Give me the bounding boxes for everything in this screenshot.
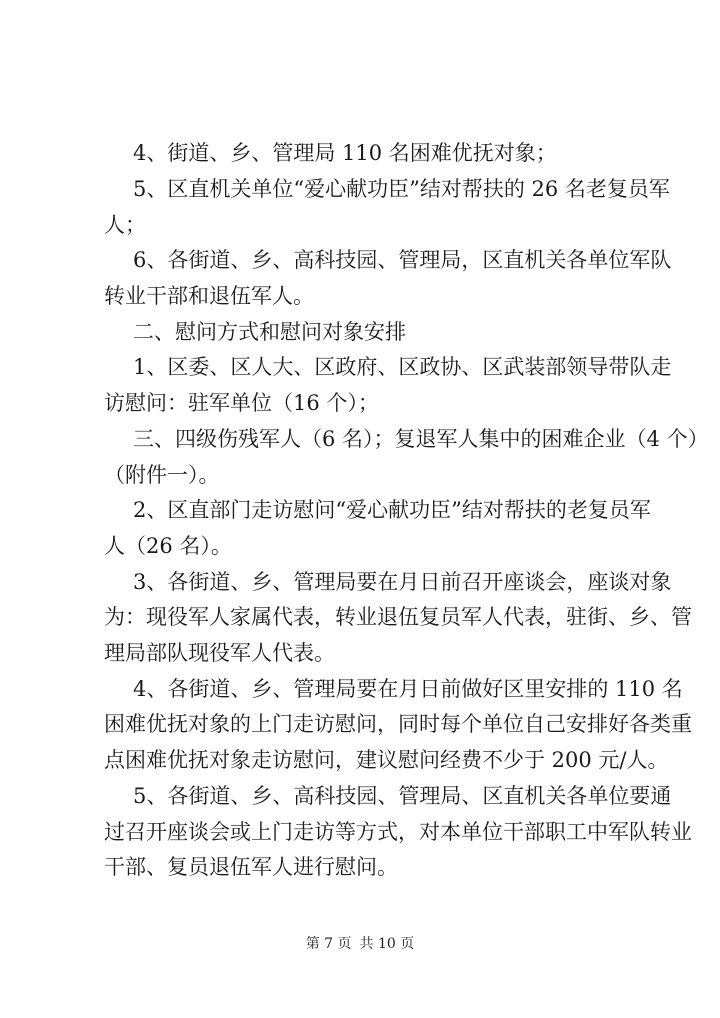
paragraph-line-9: 三、四级伤残军人（6 名）；复退军人集中的困难企业（4 个） — [133, 427, 709, 451]
paragraph-line-18: 点困难优抚对象走访慰问，建议慰问经费不少于 200 元/人。 — [104, 748, 669, 772]
paragraph-line-3: 人； — [104, 213, 146, 237]
paragraph-line-5: 转业干部和退伍军人。 — [104, 284, 314, 308]
paragraph-line-15: 理局部队现役军人代表。 — [104, 641, 335, 665]
paragraph-line-19: 5、各街道、乡、高科技园、管理局、区直机关各单位要通 — [133, 784, 672, 808]
paragraph-line-4: 6、各街道、乡、高科技园、管理局，区直机关各单位军队 — [133, 248, 672, 272]
paragraph-line-10: （附件一）。 — [104, 463, 220, 487]
paragraph-line-2: 5、区直机关单位“爱心献功臣”结对帮扶的 26 名老复员军 — [133, 177, 670, 201]
paragraph-line-12: 人（26 名）。 — [104, 534, 232, 558]
section-heading: 二、慰问方式和慰问对象安排 — [133, 320, 406, 344]
paragraph-line-17: 困难优抚对象的上门走访慰问，同时每个单位自己安排好各类重 — [104, 712, 692, 736]
paragraph-line-1: 4、街道、乡、管理局 110 名困难优抚对象； — [133, 141, 557, 165]
page-number: 第 7 页 — [305, 936, 352, 952]
page-footer — [0, 935, 720, 953]
paragraph-line-11: 2、区直部门走访慰问“爱心献功臣”结对帮扶的老复员军 — [133, 498, 651, 522]
paragraph-line-20: 过召开座谈会或上门走访等方式，对本单位干部职工中军队转业 — [104, 820, 692, 844]
paragraph-line-21: 干部、复员退伍军人进行慰问。 — [104, 855, 398, 879]
paragraph-line-14: 为：现役军人家属代表，转业退伍复员军人代表，驻街、乡、管 — [104, 605, 692, 629]
paragraph-line-13: 3、各街道、乡、管理局要在月日前召开座谈会，座谈对象 — [133, 570, 672, 594]
paragraph-line-7: 1、区委、区人大、区政府、区政协、区武装部领导带队走 — [133, 355, 672, 379]
paragraph-line-8: 访慰问：驻军单位（16 个）； — [104, 391, 379, 415]
page-total: 共 10 页 — [359, 936, 415, 952]
paragraph-line-16: 4、各街道、乡、管理局要在月日前做好区里安排的 110 名 — [133, 677, 683, 701]
